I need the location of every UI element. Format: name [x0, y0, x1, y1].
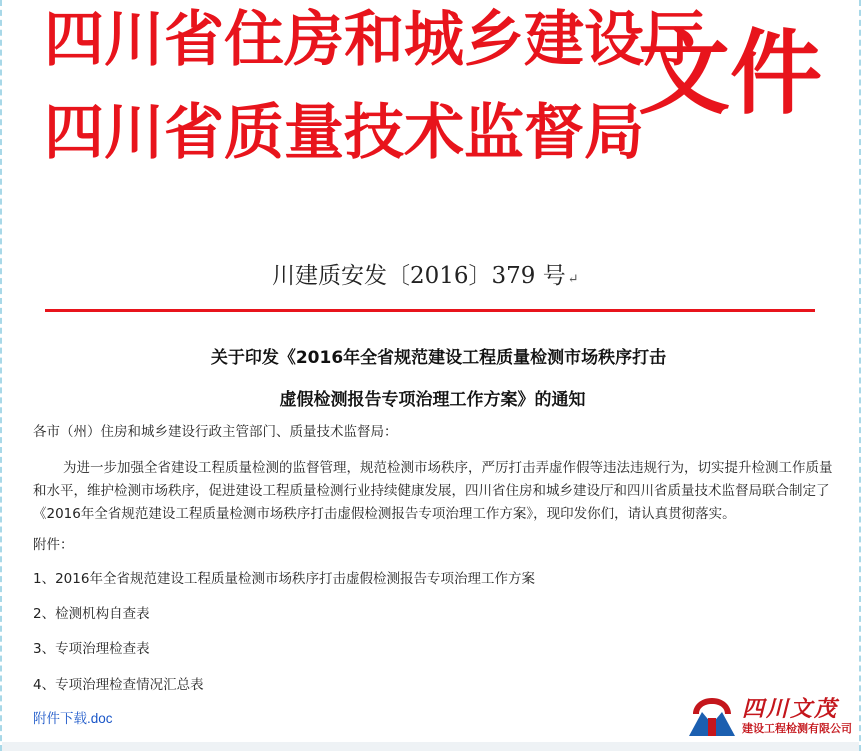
issuer-line-1: 四川省住房和城乡建设厅 — [44, 5, 704, 75]
attachment-item: 4、专项治理检查情况汇总表 — [33, 677, 204, 693]
document-number — [272, 257, 579, 290]
attachment-item: 1、2016年全省规范建设工程质量检测市场秩序打击虚假检测报告专项治理工作方案 — [33, 571, 535, 587]
attachments-label: 附件： — [33, 537, 74, 553]
bottom-strip — [2, 742, 861, 751]
issuer-line-2: 四川省质量技术监督局 — [44, 98, 644, 168]
notice-title-line-1: 关于印发《2016年全省规范建设工程质量检测市场秩序打击 — [210, 348, 667, 368]
attachment-item: 2、检测机构自查表 — [33, 606, 150, 622]
document-number-text: 川建质安发〔2016〕379 号 — [272, 263, 566, 289]
salutation: 各市（州）住房和城乡建设行政主管部门、质量技术监督局： — [33, 424, 398, 440]
attachment-item: 3、专项治理检查表 — [33, 641, 150, 657]
attachment-download-link[interactable]: 附件下载.doc — [33, 711, 113, 726]
company-name: 四川文茂 — [742, 697, 839, 722]
notice-title-line-2: 虚假检测报告专项治理工作方案》的通知 — [279, 390, 586, 410]
company-subtitle: 建设工程检测有限公司 — [742, 722, 852, 735]
document-type-label: 文件 — [638, 19, 823, 127]
red-header-rule — [45, 309, 815, 312]
company-logo-icon — [686, 694, 738, 740]
body-paragraph: 为进一步加强全省建设工程质量检测的监督管理，规范检测市场秩序，严厉打击弄虚作假等违法违规行为，切实提升检测工作质量和水平，维护检测市场秩序，促进建设工程质量检测行业持续健康发展，四川省住房和城乡建设厅和四川省质量技术监督局联合制定了《2016年全省规范建设工程质量检测市场秩序打击虚假检测报告专项治理工作方案》，现印发你们，请认真贯彻落实。 — [33, 460, 833, 522]
company-watermark-logo — [686, 692, 861, 744]
paragraph-mark-icon: ↵ — [567, 272, 579, 287]
